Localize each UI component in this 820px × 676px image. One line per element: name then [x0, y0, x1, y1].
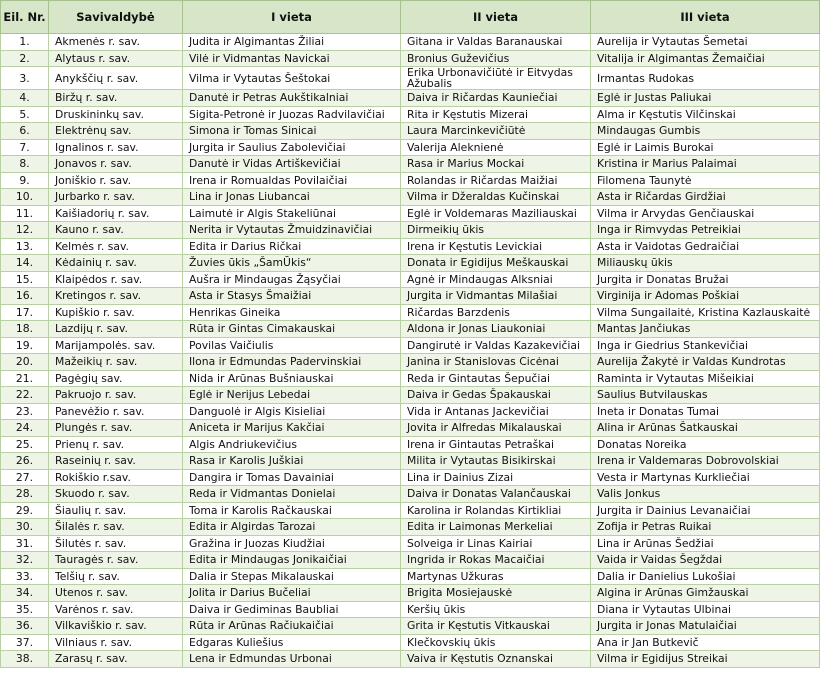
second-place-cell: Ričardas Barzdenis [401, 304, 591, 321]
header-first-place: I vieta [183, 1, 401, 34]
municipality-cell: Telšių r. sav. [49, 568, 183, 585]
first-place-cell: Lena ir Edmundas Urbonai [183, 651, 401, 668]
row-number: 11. [1, 205, 49, 222]
third-place-cell: Alina ir Arūnas Šatkauskai [591, 420, 820, 437]
third-place-cell: Dalia ir Danielius Lukošiai [591, 568, 820, 585]
table-row [1, 469, 820, 486]
second-place-cell: Erika Urbonavičiūtė ir Eitvydas Ažubalis [401, 67, 591, 90]
third-place-cell: Lina ir Arūnas Šedžiai [591, 535, 820, 552]
first-place-cell: Dangira ir Tomas Davainiai [183, 469, 401, 486]
third-place-cell: Alma ir Kęstutis Vilčinskai [591, 106, 820, 123]
table-row [1, 519, 820, 536]
row-number: 32. [1, 552, 49, 569]
municipality-cell: Raseinių r. sav. [49, 453, 183, 470]
table-row [1, 67, 820, 90]
row-number: 2. [1, 50, 49, 67]
first-place-cell: Vilma ir Vytautas Šeštokai [183, 67, 401, 90]
table-row [1, 420, 820, 437]
first-place-cell: Simona ir Tomas Sinicai [183, 123, 401, 140]
row-number: 7. [1, 139, 49, 156]
municipality-cell: Alytaus r. sav. [49, 50, 183, 67]
row-number: 1. [1, 34, 49, 51]
third-place-cell: Eglė ir Laimis Burokai [591, 139, 820, 156]
first-place-cell: Judita ir Algimantas Žiliai [183, 34, 401, 51]
row-number: 18. [1, 321, 49, 338]
third-place-cell: Zofija ir Petras Ruikai [591, 519, 820, 536]
second-place-cell: Vaiva ir Kęstutis Oznanskai [401, 651, 591, 668]
second-place-cell: Valerija Aleknienė [401, 139, 591, 156]
row-number: 33. [1, 568, 49, 585]
first-place-cell: Aušra ir Mindaugas Žąsyčiai [183, 271, 401, 288]
row-number: 31. [1, 535, 49, 552]
third-place-cell: Vilma ir Arvydas Genčiauskai [591, 205, 820, 222]
first-place-cell: Rūta ir Gintas Cimakauskai [183, 321, 401, 338]
second-place-cell: Agnė ir Mindaugas Alksniai [401, 271, 591, 288]
table-row [1, 601, 820, 618]
second-place-cell: Daiva ir Ričardas Kauniečiai [401, 90, 591, 107]
third-place-cell: Algina ir Arūnas Gimžauskai [591, 585, 820, 602]
first-place-cell: Asta ir Stasys Šmaižiai [183, 288, 401, 305]
third-place-cell: Vaida ir Vaidas Šegždai [591, 552, 820, 569]
third-place-cell: Irena ir Valdemaras Dobrovolskiai [591, 453, 820, 470]
row-number: 14. [1, 255, 49, 272]
row-number: 28. [1, 486, 49, 503]
municipality-cell: Šilalės r. sav. [49, 519, 183, 536]
second-place-cell: Gitana ir Valdas Baranauskai [401, 34, 591, 51]
second-place-cell: Grita ir Kęstutis Vitkauskai [401, 618, 591, 635]
second-place-cell: Dangirutė ir Valdas Kazakevičiai [401, 337, 591, 354]
first-place-cell: Sigita-Petronė ir Juozas Radvilavičiai [183, 106, 401, 123]
second-place-cell: Bronius Guževičius [401, 50, 591, 67]
third-place-cell: Aurelija Žakytė ir Valdas Kundrotas [591, 354, 820, 371]
second-place-cell: Vilma ir Džeraldas Kučinskai [401, 189, 591, 206]
table-row [1, 106, 820, 123]
third-place-cell: Jurgita ir Dainius Levanaičiai [591, 502, 820, 519]
second-place-cell: Keršių ūkis [401, 601, 591, 618]
row-number: 4. [1, 90, 49, 107]
second-place-cell: Aldona ir Jonas Liaukoniai [401, 321, 591, 338]
second-place-cell: Lina ir Dainius Zizai [401, 469, 591, 486]
municipality-cell: Utenos r. sav. [49, 585, 183, 602]
third-place-cell: Ineta ir Donatas Tumai [591, 403, 820, 420]
first-place-cell: Danutė ir Petras Aukštikalniai [183, 90, 401, 107]
row-number: 30. [1, 519, 49, 536]
municipality-cell: Klaipėdos r. sav. [49, 271, 183, 288]
row-number: 20. [1, 354, 49, 371]
second-place-cell: Edita ir Laimonas Merkeliai [401, 519, 591, 536]
third-place-cell: Ana ir Jan Butkevič [591, 634, 820, 651]
third-place-cell: Kristina ir Marius Palaimai [591, 156, 820, 173]
municipality-cell: Kupiškio r. sav. [49, 304, 183, 321]
second-place-cell: Karolina ir Rolandas Kirtikliai [401, 502, 591, 519]
municipality-cell: Pagėgių sav. [49, 370, 183, 387]
municipality-cell: Druskininkų sav. [49, 106, 183, 123]
first-place-cell: Edgaras Kuliešius [183, 634, 401, 651]
table-header [1, 1, 820, 34]
table-row [1, 552, 820, 569]
municipality-cell: Jurbarko r. sav. [49, 189, 183, 206]
header-third-place: III vieta [591, 1, 820, 34]
municipality-cell: Ignalinos r. sav. [49, 139, 183, 156]
table-row [1, 123, 820, 140]
first-place-cell: Danutė ir Vidas Artiškevičiai [183, 156, 401, 173]
row-number: 22. [1, 387, 49, 404]
first-place-cell: Dalia ir Stepas Mikalauskai [183, 568, 401, 585]
row-number: 17. [1, 304, 49, 321]
first-place-cell: Danguolė ir Algis Kisieliai [183, 403, 401, 420]
third-place-cell: Mantas Jančiukas [591, 321, 820, 338]
table-row [1, 634, 820, 651]
row-number: 15. [1, 271, 49, 288]
municipality-cell: Prienų r. sav. [49, 436, 183, 453]
table-row [1, 453, 820, 470]
row-number: 9. [1, 172, 49, 189]
table-row [1, 205, 820, 222]
first-place-cell: Edita ir Mindaugas Jonikaičiai [183, 552, 401, 569]
third-place-cell: Mindaugas Gumbis [591, 123, 820, 140]
first-place-cell: Henrikas Gineika [183, 304, 401, 321]
first-place-cell: Povilas Vaičiulis [183, 337, 401, 354]
row-number: 21. [1, 370, 49, 387]
table-row [1, 354, 820, 371]
municipality-cell: Biržų r. sav. [49, 90, 183, 107]
third-place-cell: Raminta ir Vytautas Mišeikiai [591, 370, 820, 387]
table-row [1, 90, 820, 107]
row-number: 36. [1, 618, 49, 635]
second-place-cell: Jurgita ir Vidmantas Milašiai [401, 288, 591, 305]
first-place-cell: Nida ir Arūnas Bušniauskai [183, 370, 401, 387]
first-place-cell: Aniceta ir Marijus Kakčiai [183, 420, 401, 437]
municipality-cell: Tauragės r. sav. [49, 552, 183, 569]
third-place-cell: Donatas Noreika [591, 436, 820, 453]
first-place-cell: Reda ir Vidmantas Donielai [183, 486, 401, 503]
row-number: 25. [1, 436, 49, 453]
table-row [1, 387, 820, 404]
table-row [1, 50, 820, 67]
third-place-cell: Inga ir Rimvydas Petreikiai [591, 222, 820, 239]
table-row [1, 255, 820, 272]
second-place-cell: Daiva ir Donatas Valančauskai [401, 486, 591, 503]
first-place-cell: Laimutė ir Algis Stakeliūnai [183, 205, 401, 222]
second-place-cell: Dirmeikių ūkis [401, 222, 591, 239]
table-row [1, 502, 820, 519]
municipality-cell: Zarasų r. sav. [49, 651, 183, 668]
row-number: 26. [1, 453, 49, 470]
row-number: 27. [1, 469, 49, 486]
third-place-cell: Inga ir Giedrius Stankevičiai [591, 337, 820, 354]
first-place-cell: Vilė ir Vidmantas Navickai [183, 50, 401, 67]
municipality-cell: Kretingos r. sav. [49, 288, 183, 305]
first-place-cell: Toma ir Karolis Račkauskai [183, 502, 401, 519]
second-place-cell: Rolandas ir Ričardas Maižiai [401, 172, 591, 189]
second-place-cell: Klečkovskių ūkis [401, 634, 591, 651]
header-municipality: Savivaldybė [49, 1, 183, 34]
row-number: 10. [1, 189, 49, 206]
municipality-cell: Kauno r. sav. [49, 222, 183, 239]
first-place-cell: Daiva ir Gediminas Baubliai [183, 601, 401, 618]
table-row [1, 238, 820, 255]
third-place-cell: Vesta ir Martynas Kurkliečiai [591, 469, 820, 486]
row-number: 38. [1, 651, 49, 668]
third-place-cell: Vitalija ir Algimantas Žemaičiai [591, 50, 820, 67]
table-row [1, 34, 820, 51]
third-place-cell: Vilma ir Egidijus Streikai [591, 651, 820, 668]
third-place-cell: Jurgita ir Donatas Bružai [591, 271, 820, 288]
table-row [1, 321, 820, 338]
second-place-cell: Laura Marcinkevičiūtė [401, 123, 591, 140]
table-row [1, 486, 820, 503]
row-number: 16. [1, 288, 49, 305]
table-row [1, 651, 820, 668]
municipality-cell: Kelmės r. sav. [49, 238, 183, 255]
third-place-cell: Eglė ir Justas Paliukai [591, 90, 820, 107]
municipality-cell: Joniškio r. sav. [49, 172, 183, 189]
municipality-cell: Rokiškio r.sav. [49, 469, 183, 486]
second-place-cell: Reda ir Gintautas Šepučiai [401, 370, 591, 387]
first-place-cell: Lina ir Jonas Liubancai [183, 189, 401, 206]
first-place-cell: Ilona ir Edmundas Padervinskiai [183, 354, 401, 371]
first-place-cell: Rasa ir Karolis Juškiai [183, 453, 401, 470]
municipality-cell: Plungės r. sav. [49, 420, 183, 437]
row-number: 24. [1, 420, 49, 437]
first-place-cell: Rūta ir Arūnas Račiukaičiai [183, 618, 401, 635]
table-row [1, 436, 820, 453]
municipality-cell: Akmenės r. sav. [49, 34, 183, 51]
municipality-cell: Mažeikių r. sav. [49, 354, 183, 371]
first-place-cell: Nerita ir Vytautas Žmuidzinavičiai [183, 222, 401, 239]
municipality-cell: Šilutės r. sav. [49, 535, 183, 552]
table-row [1, 370, 820, 387]
second-place-cell: Vida ir Antanas Jackevičiai [401, 403, 591, 420]
first-place-cell: Algis Andriukevičius [183, 436, 401, 453]
first-place-cell: Gražina ir Juozas Kiudžiai [183, 535, 401, 552]
row-number: 35. [1, 601, 49, 618]
second-place-cell: Irena ir Kęstutis Levickiai [401, 238, 591, 255]
municipality-cell: Varėnos r. sav. [49, 601, 183, 618]
second-place-cell: Ingrida ir Rokas Macaičiai [401, 552, 591, 569]
row-number: 8. [1, 156, 49, 173]
third-place-cell: Valis Jonkus [591, 486, 820, 503]
municipality-cell: Vilkaviškio r. sav. [49, 618, 183, 635]
header-row [1, 1, 820, 34]
second-place-cell: Solveiga ir Linas Kairiai [401, 535, 591, 552]
first-place-cell: Edita ir Algirdas Tarozai [183, 519, 401, 536]
table-row [1, 222, 820, 239]
row-number: 13. [1, 238, 49, 255]
third-place-cell: Saulius Butvilauskas [591, 387, 820, 404]
municipality-cell: Pakruojo r. sav. [49, 387, 183, 404]
second-place-cell: Jovita ir Alfredas Mikalauskai [401, 420, 591, 437]
row-number: 23. [1, 403, 49, 420]
second-place-cell: Milita ir Vytautas Bisikirskai [401, 453, 591, 470]
third-place-cell: Jurgita ir Jonas Matulaičiai [591, 618, 820, 635]
row-number: 29. [1, 502, 49, 519]
header-number: Eil. Nr. [1, 1, 49, 34]
municipality-cell: Elektrėnų sav. [49, 123, 183, 140]
first-place-cell: Eglė ir Nerijus Lebedai [183, 387, 401, 404]
second-place-cell: Janina ir Stanislovas Cicėnai [401, 354, 591, 371]
municipality-cell: Kaišiadorių r. sav. [49, 205, 183, 222]
second-place-cell: Rita ir Kęstutis Mizerai [401, 106, 591, 123]
first-place-cell: Irena ir Romualdas Povilaičiai [183, 172, 401, 189]
table-row [1, 535, 820, 552]
table-row [1, 156, 820, 173]
table-row [1, 618, 820, 635]
table-row [1, 304, 820, 321]
municipality-cell: Marijampolės. sav. [49, 337, 183, 354]
row-number: 3. [1, 67, 49, 90]
first-place-cell: Edita ir Darius Ričkai [183, 238, 401, 255]
row-number: 5. [1, 106, 49, 123]
third-place-cell: Virginija ir Adomas Poškiai [591, 288, 820, 305]
row-number: 34. [1, 585, 49, 602]
municipality-cell: Panevėžio r. sav. [49, 403, 183, 420]
row-number: 37. [1, 634, 49, 651]
third-place-cell: Aurelija ir Vytautas Šemetai [591, 34, 820, 51]
table-row [1, 568, 820, 585]
table-row [1, 271, 820, 288]
third-place-cell: Filomena Taunytė [591, 172, 820, 189]
municipality-cell: Lazdijų r. sav. [49, 321, 183, 338]
header-second-place: II vieta [401, 1, 591, 34]
third-place-cell: Diana ir Vytautas Ulbinai [591, 601, 820, 618]
table-row [1, 172, 820, 189]
table-row [1, 403, 820, 420]
table-body [1, 34, 820, 668]
municipality-cell: Jonavos r. sav. [49, 156, 183, 173]
municipality-cell: Skuodo r. sav. [49, 486, 183, 503]
third-place-cell: Irmantas Rudokas [591, 67, 820, 90]
table-row [1, 337, 820, 354]
municipality-cell: Vilniaus r. sav. [49, 634, 183, 651]
table-row [1, 585, 820, 602]
municipality-cell: Kėdainių r. sav. [49, 255, 183, 272]
municipality-cell: Anykščių r. sav. [49, 67, 183, 90]
first-place-cell: Jolita ir Darius Bučeliai [183, 585, 401, 602]
first-place-cell: Žuvies ūkis „ŠamŪkis“ [183, 255, 401, 272]
third-place-cell: Vilma Sungailaitė, Kristina Kazlauskaitė [591, 304, 820, 321]
second-place-cell: Brigita Mosiejauskė [401, 585, 591, 602]
second-place-cell: Eglė ir Voldemaras Maziliauskai [401, 205, 591, 222]
table-row [1, 288, 820, 305]
third-place-cell: Asta ir Vaidotas Gedraičiai [591, 238, 820, 255]
third-place-cell: Asta ir Ričardas Girdžiai [591, 189, 820, 206]
third-place-cell: Miliauskų ūkis [591, 255, 820, 272]
row-number: 6. [1, 123, 49, 140]
municipality-cell: Šiaulių r. sav. [49, 502, 183, 519]
second-place-cell: Donata ir Egidijus Meškauskai [401, 255, 591, 272]
row-number: 12. [1, 222, 49, 239]
row-number: 19. [1, 337, 49, 354]
second-place-cell: Irena ir Gintautas Petraškai [401, 436, 591, 453]
first-place-cell: Jurgita ir Saulius Zabolevičiai [183, 139, 401, 156]
second-place-cell: Daiva ir Gedas Špakauskai [401, 387, 591, 404]
second-place-cell: Rasa ir Marius Mockai [401, 156, 591, 173]
table-row [1, 189, 820, 206]
second-place-cell: Martynas Užkuras [401, 568, 591, 585]
table-row [1, 139, 820, 156]
